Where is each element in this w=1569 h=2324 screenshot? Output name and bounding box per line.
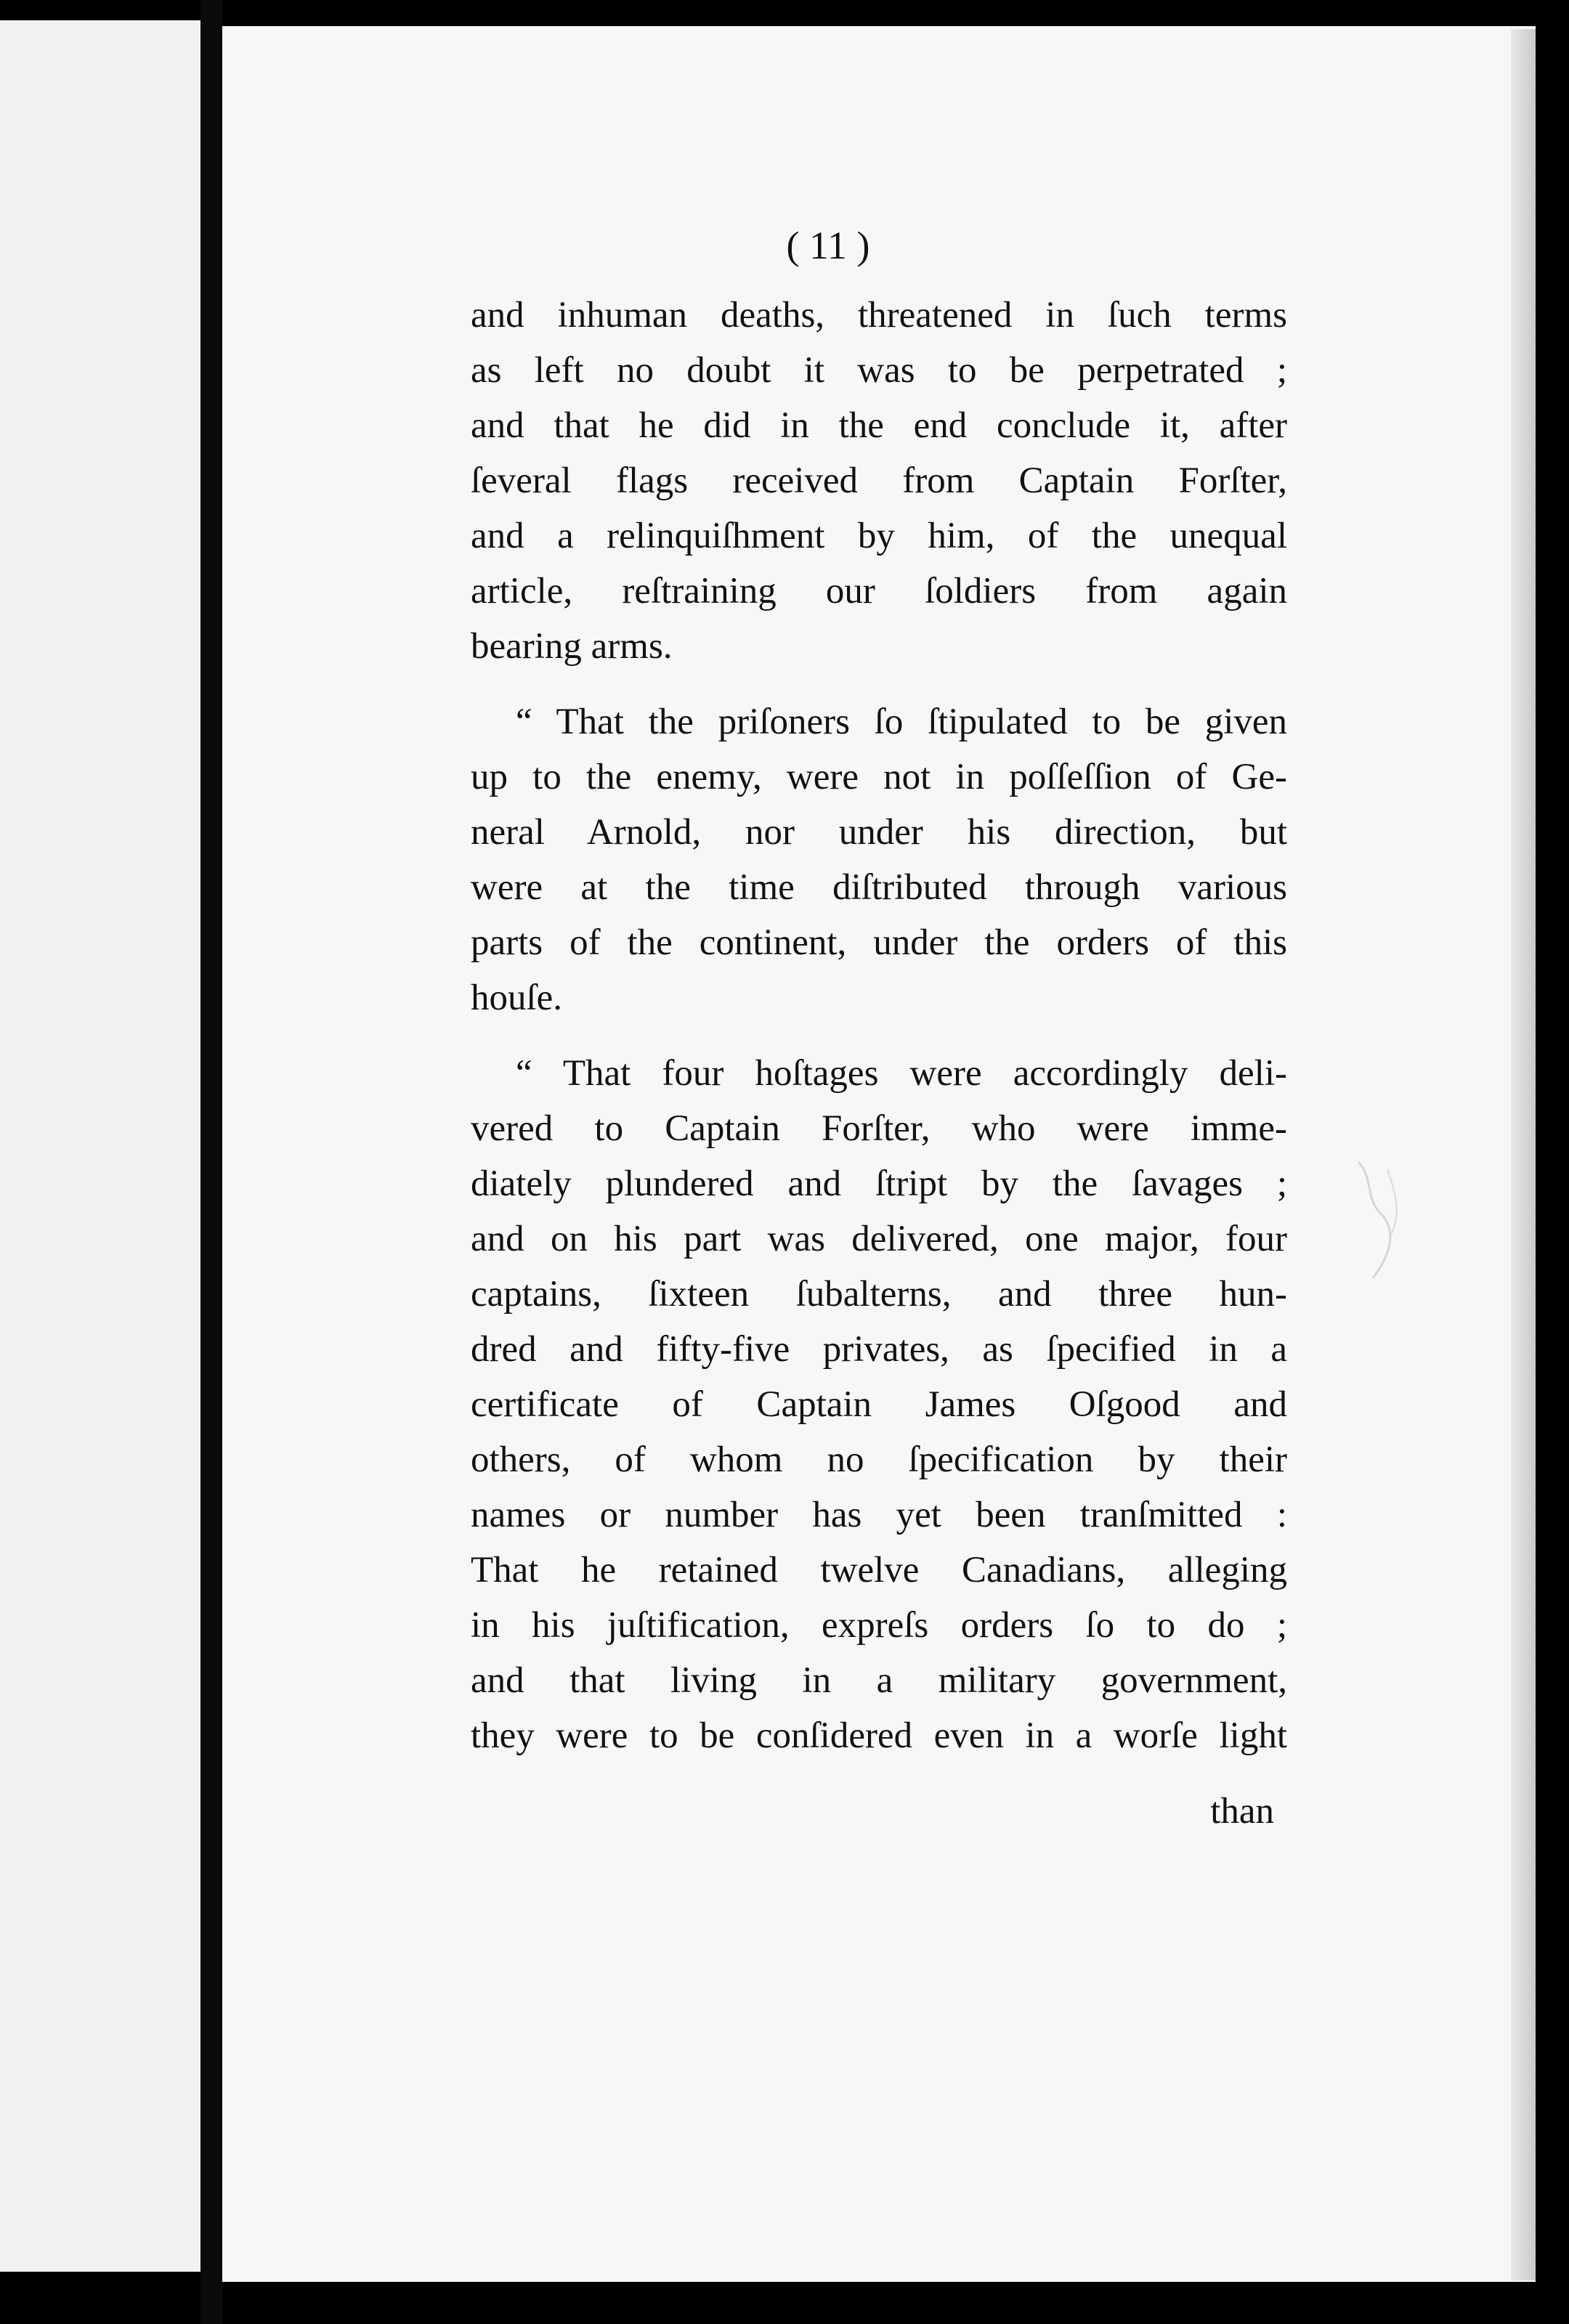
text-line: captains, ſixteen ſubalterns, and three hun-	[471, 1274, 1287, 1315]
left-page-edge	[0, 20, 200, 2272]
text-line: certificate of Captain James Oſgood and	[471, 1384, 1287, 1425]
text-line: That he retained twelve Canadians, alleging	[471, 1550, 1287, 1590]
text-line: they were to be conſidered even in a worſe light	[471, 1715, 1287, 1756]
text-line: others, of whom no ſpecification by their	[471, 1439, 1287, 1480]
text-line: article, reſtraining our ſoldiers from again	[471, 571, 1287, 612]
text-line: vered to Captain Forſter, who were imme-	[471, 1108, 1287, 1149]
text-line: and on his part was delivered, one major, four	[471, 1219, 1287, 1259]
text-line: and that he did in the end conclude it, after	[471, 405, 1287, 446]
text-line: neral Arnold, nor under his direction, but	[471, 812, 1287, 853]
paragraph	[471, 288, 1287, 674]
text-line: bearing arms.	[471, 626, 673, 667]
page-number: ( 11 )	[786, 224, 870, 267]
text-line: were at the time diſtributed through various	[471, 867, 1287, 908]
text-line: “ That the priſoners ſo ſtipulated to be given	[516, 702, 1287, 742]
paragraphs-container	[471, 288, 1287, 1763]
text-line: in his juſtification, expreſs orders ſo to do ;	[471, 1605, 1287, 1646]
page-text-block	[471, 218, 1287, 1839]
text-line: dred and fifty-five privates, as ſpecified in a	[471, 1329, 1287, 1370]
text-line: diately plundered and ſtript by the ſavages ;	[471, 1163, 1287, 1204]
text-line: “ That four hoſtages were accordingly deli-	[516, 1053, 1287, 1094]
paragraph	[471, 1046, 1287, 1763]
margin-ink-mark	[1351, 1147, 1409, 1293]
page-edge-shadow	[1511, 29, 1536, 2280]
text-line: parts of the continent, under the orders of this	[471, 922, 1287, 963]
text-line: and a relinquiſhment by him, of the unequal	[471, 516, 1287, 556]
text-line: names or number has yet been tranſmitted :	[471, 1495, 1287, 1535]
text-line: houſe.	[471, 978, 563, 1018]
text-line: up to the enemy, were not in poſſeſſion of Ge-	[471, 757, 1287, 797]
text-line: and inhuman deaths, threatened in ſuch terms	[471, 295, 1287, 336]
text-line: as left no doubt it was to be perpetrated ;	[471, 350, 1287, 391]
paragraph	[471, 694, 1287, 1025]
text-line: ſeveral flags received from Captain Forſter,	[471, 460, 1287, 501]
book-spine-gutter	[200, 0, 222, 2324]
catchword: than	[1210, 1791, 1274, 1832]
text-line: and that living in a military government,	[471, 1660, 1287, 1701]
